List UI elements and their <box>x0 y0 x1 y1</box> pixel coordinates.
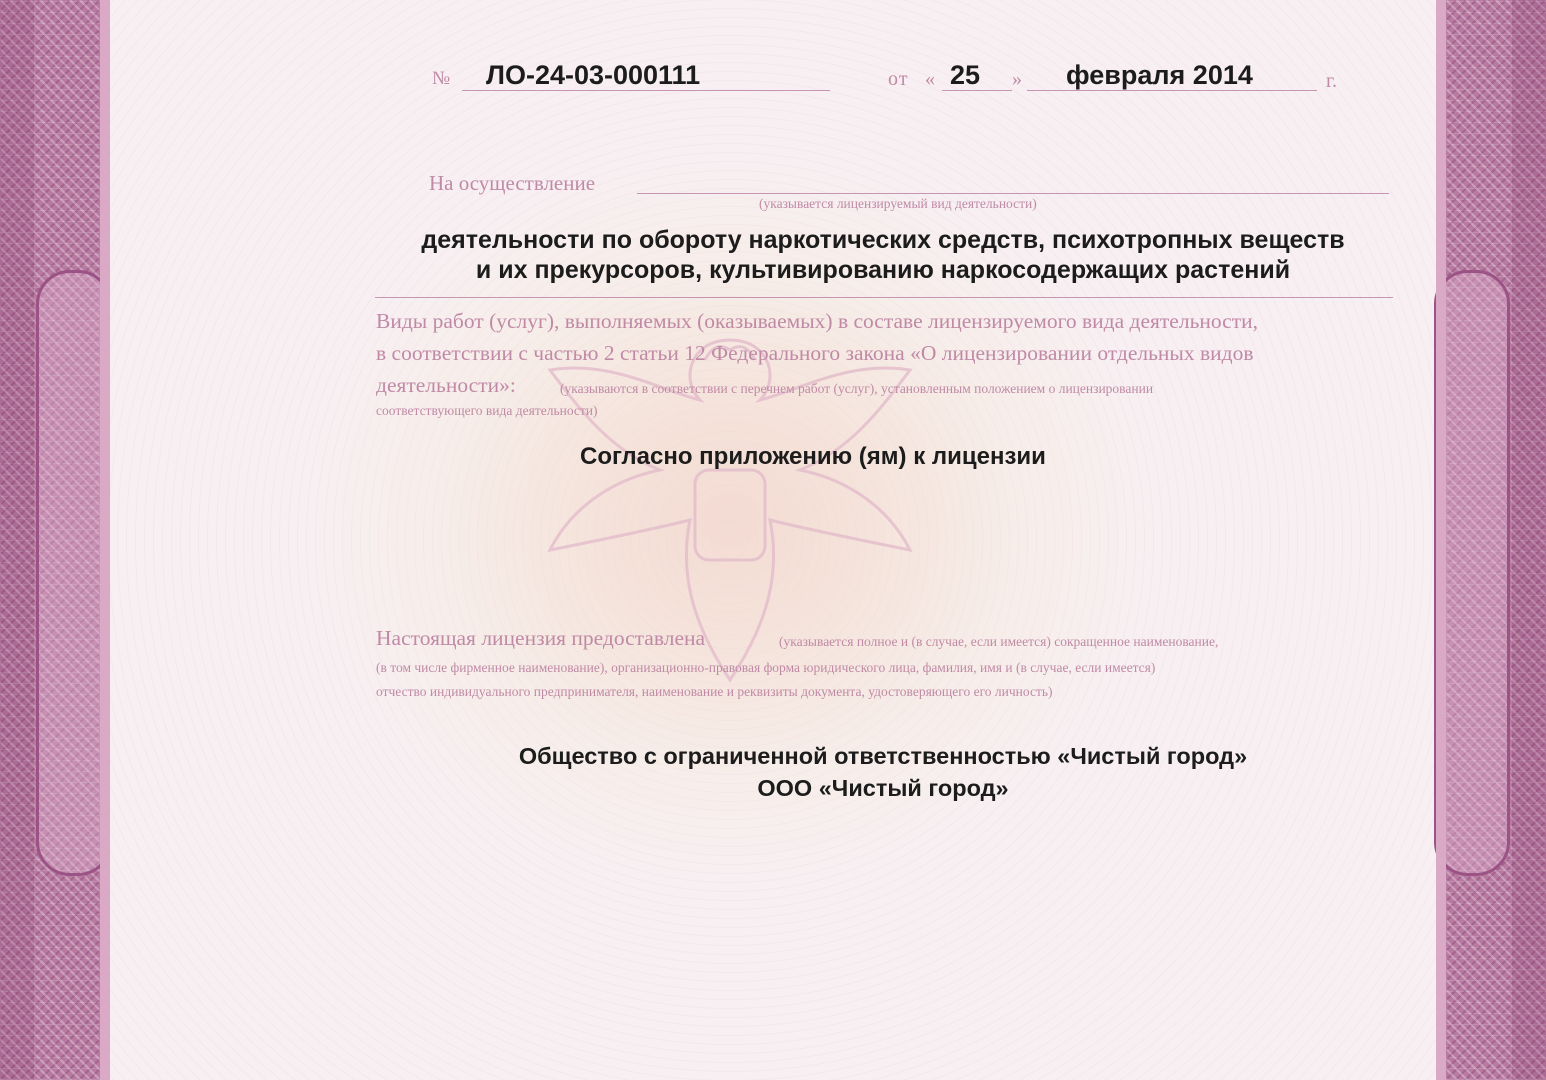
year-suffix-label: г. <box>1326 70 1337 92</box>
date-day-open-quote: « <box>925 68 935 90</box>
licensed-activity-line-2: и их прекурсоров, культивированию наркосодержащих растений <box>475 256 1291 284</box>
activity-label: На осуществление <box>429 171 596 195</box>
left-guilloche-border <box>0 0 110 1080</box>
issued-to-hint-line-2: (в том числе фирменное наименование), организационно-правовая форма юридического лица, фамилия, имя и (в случае, если имеется) <box>376 660 1156 675</box>
licensed-activity-line-1: деятельности по обороту наркотических средств, психотропных веществ <box>421 226 1345 254</box>
activity-underline <box>637 193 1389 194</box>
date-day-close-quote: » <box>1012 68 1022 90</box>
license-number-label: № <box>432 68 451 89</box>
right-guilloche-border <box>1436 0 1546 1080</box>
date-from-label: от <box>888 68 909 90</box>
license-number-value: ЛО-24-03-000111 <box>486 60 701 90</box>
activity-hint: (указывается лицензируемый вид деятельности) <box>759 196 1037 211</box>
right-border-outer-band <box>1512 0 1546 1080</box>
license-date-underline <box>1027 90 1317 91</box>
organization-full-name: Общество с ограниченной ответственностью «Чистый город» <box>518 743 1248 769</box>
works-hint-line-1: (указываются в соответствии с перечнем работ (услуг), установленным положением о лицензировании <box>560 381 1154 396</box>
license-date-day: 25 <box>950 60 981 90</box>
license-paper <box>110 0 1436 1080</box>
works-description-line-2: в соответствии с частью 2 статьи 12 Федерального закона «О лицензировании отдельных видов <box>376 341 1254 365</box>
issued-to-hint-line-1: (указывается полное и (в случае, если имеется) сокращенное наименование, <box>779 634 1219 649</box>
works-hint-line-2: соответствующего вида деятельности) <box>376 403 598 418</box>
organization-short-name: ООО «Чистый город» <box>757 775 1009 801</box>
license-number-underline <box>462 90 830 91</box>
works-value: Согласно приложению (ям) к лицензии <box>580 443 1046 470</box>
right-border-inner-band <box>1436 0 1446 1080</box>
license-day-underline <box>942 90 1012 91</box>
licensed-activity-underline <box>375 297 1393 298</box>
works-description-line-3: деятельности»: <box>376 373 516 397</box>
left-border-outer-band <box>0 0 34 1080</box>
works-description-line-1: Виды работ (услуг), выполняемых (оказываемых) в составе лицензируемого вида деятельности, <box>376 309 1258 333</box>
license-date-month-year: февраля 2014 <box>1066 60 1253 90</box>
issued-to-hint-line-3: отчество индивидуального предпринимателя, наименование и реквизиты документа, удостоверяющего его личность) <box>376 684 1053 699</box>
left-border-inner-band <box>100 0 110 1080</box>
issued-to-label: Настоящая лицензия предоставлена <box>376 626 706 650</box>
